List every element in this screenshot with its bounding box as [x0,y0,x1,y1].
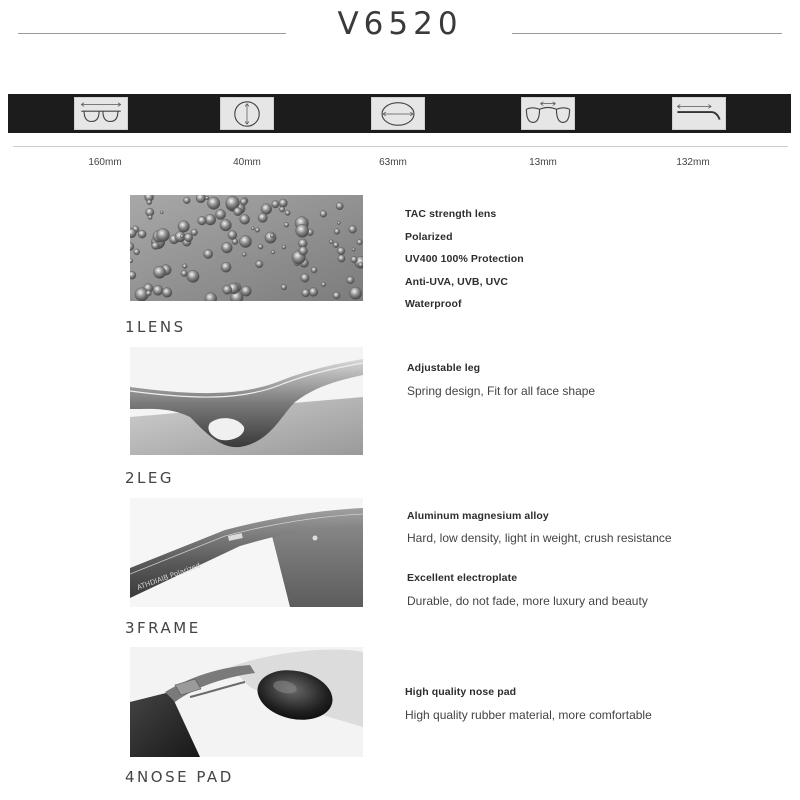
frame-feature-heading: Aluminum magnesium alloy [407,510,549,522]
section-name: FRAME [137,619,201,637]
section-label-lens [125,318,186,336]
section-number: 3 [125,619,138,637]
lens-feature: TAC strength lens [405,208,497,220]
temple-length-value: 132mm [676,157,710,168]
title-divider-right [512,33,782,34]
frame-feature-description: Hard, low density, light in weight, crush resistance [407,531,672,545]
svg-text:ATHDIAIB Polarized: ATHDIAIB Polarized [135,561,202,592]
section-name: NOSE PAD [137,768,234,786]
lens-photo [130,195,363,301]
lens-feature: Polarized [405,231,453,243]
frame-photo [130,498,363,607]
frame-feature-description: Durable, do not fade, more luxury and beauty [407,594,648,608]
leg-feature-description: Spring design, Fit for all face shape [407,384,596,398]
bridge-width-icon [521,97,575,130]
lens-height-icon [220,97,274,130]
section-name: LENS [137,318,186,336]
dimension-divider [13,146,788,147]
lens-height-value: 40mm [233,157,261,168]
nose-pad-photo [130,647,363,757]
nose-pad-feature-description: High quality rubber material, more comfortable [405,708,652,722]
total-width-value: 160mm [88,157,122,168]
nose-pad-feature-heading: High quality nose pad [405,686,517,698]
section-label-frame [125,619,201,637]
leg-feature-heading: Adjustable leg [407,362,481,374]
temple-length-icon [672,97,726,130]
model-title: V6520 [337,6,463,42]
section-number: 2 [125,469,138,487]
total-width-icon [74,97,128,130]
lens-feature: Anti-UVA, UVB, UVC [405,276,509,288]
lens-feature: UV400 100% Protection [405,253,524,265]
section-name: LEG [137,469,175,487]
lens-width-icon [371,97,425,130]
section-number: 1 [125,318,138,336]
title-area [0,0,800,60]
lens-feature: Waterproof [405,298,462,310]
bridge-width-value: 13mm [529,157,557,168]
section-label-leg [125,469,174,487]
section-label-nose-pad [125,768,234,786]
leg-photo [130,347,363,455]
section-number: 4 [125,768,138,786]
lens-width-value: 63mm [379,157,407,168]
frame-feature-heading: Excellent electroplate [407,572,518,584]
dimension-bar [8,94,791,133]
